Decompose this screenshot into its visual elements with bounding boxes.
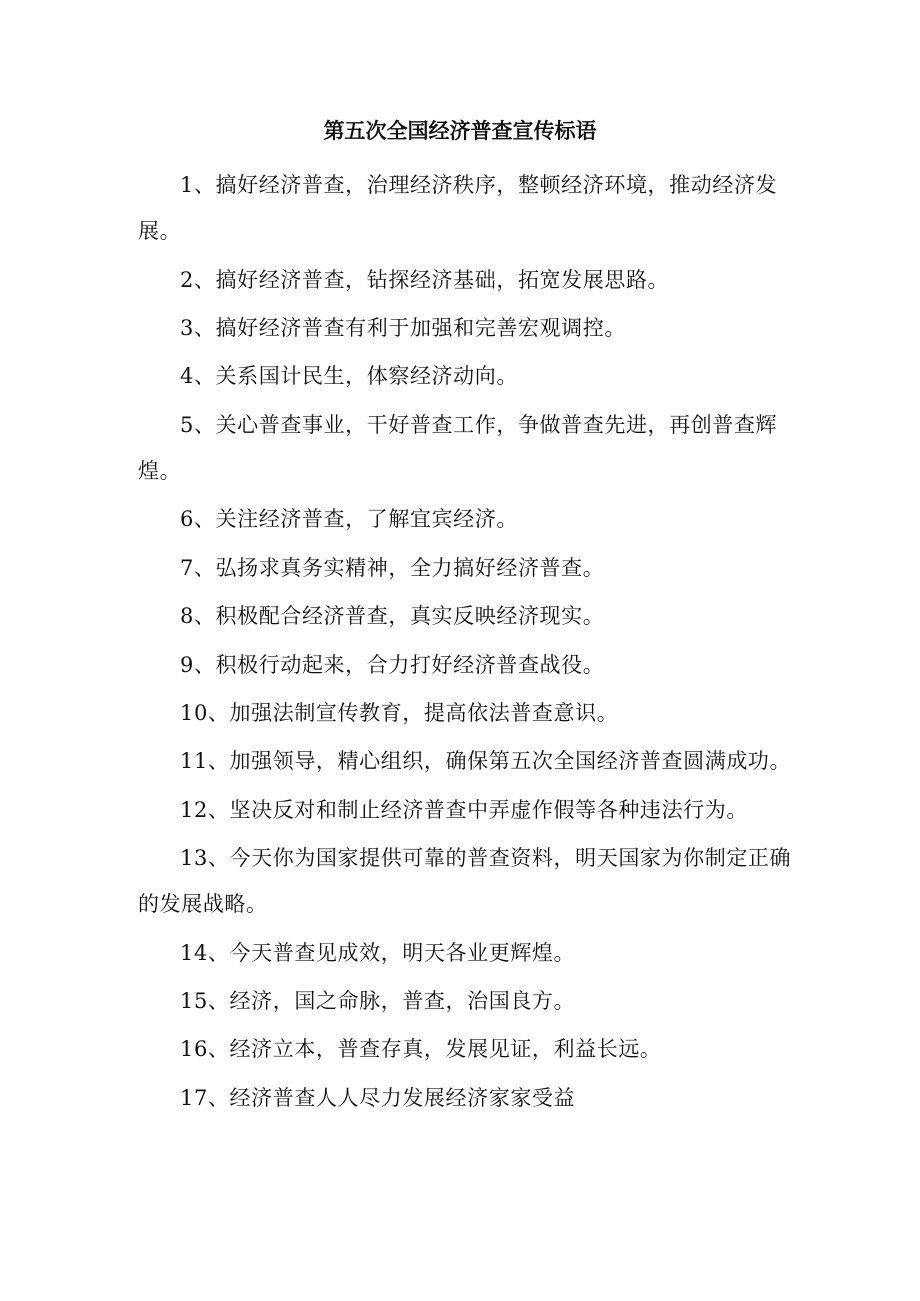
slogan-item: 11、加强领导，精心组织，确保第五次全国经济普查圆满成功。 [180, 749, 792, 774]
slogan-item: 9、积极行动起来，合力打好经济普查战役。 [180, 652, 605, 677]
slogan-item: 10、加强法制宣传教育，提高依法普查意识。 [180, 700, 619, 725]
slogan-item: 12、坚决反对和制止经济普查中弄虚作假等各种违法行为。 [180, 797, 748, 822]
slogan-item: 16、经济立本，普查存真，发展见证，利益长远。 [180, 1037, 662, 1062]
slogan-item: 4、关系国计民生，体察经济动向。 [180, 364, 518, 389]
slogan-item: 6、关注经济普查，了解宜宾经济。 [180, 507, 518, 532]
slogan-item: 7、弘扬求真务实精神，全力搞好经济普查。 [180, 555, 605, 580]
document-title: 第五次全国经济普查宣传标语 [323, 119, 597, 143]
slogan-item: 5、关心普查事业，干好普查工作，争做普查先进，再创普查辉煌。 [138, 412, 778, 483]
slogan-item: 15、经济，国之命脉，普查，治国良方。 [180, 989, 576, 1014]
slogan-list [138, 162, 798, 1123]
slogan-item: 8、积极配合经济普查，真实反映经济现实。 [180, 604, 605, 629]
slogan-item: 17、经济普查人人尽力发展经济家家受益 [180, 1085, 576, 1110]
slogan-item: 14、今天普查见成效，明天各业更辉煌。 [180, 940, 576, 965]
slogan-item: 13、今天你为国家提供可靠的普查资料，明天国家为你制定正确的发展战略。 [138, 846, 792, 917]
slogan-item: 2、搞好经济普查，钻探经济基础，拓宽发展思路。 [180, 267, 670, 292]
slogan-item: 3、搞好经济普查有利于加强和完善宏观调控。 [180, 315, 626, 340]
slogan-item: 1、搞好经济普查，治理经济秩序，整顿经济环境，推动经济发展。 [138, 173, 778, 244]
